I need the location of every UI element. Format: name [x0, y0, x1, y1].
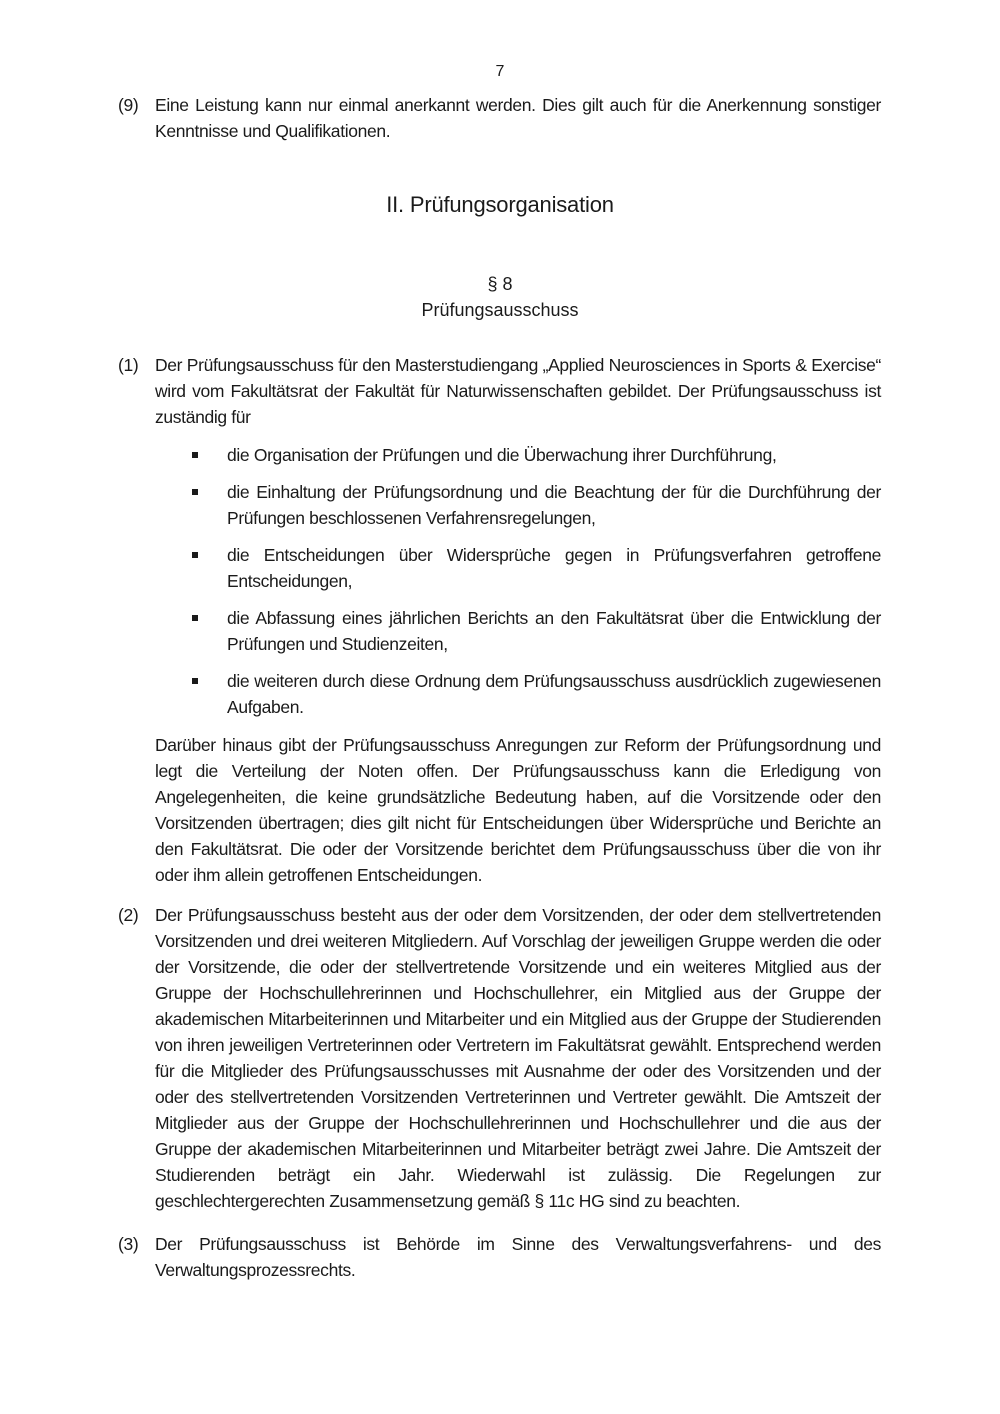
paragraph-1 [118, 352, 881, 430]
bullet-icon [192, 552, 198, 558]
bullet-icon [192, 615, 198, 621]
list-item [190, 442, 881, 468]
paragraph-text: Der Prüfungsausschuss ist Behörde im Sinne des Verwaltungsverfahrens- und des Verwaltungsprozessrechts. [155, 1234, 881, 1280]
bullet-icon [192, 489, 198, 495]
paragraph-text: Eine Leistung kann nur einmal anerkannt werden. Dies gilt auch für die Anerkennung sonstiger Kenntnisse und Qualifikationen. [155, 95, 881, 141]
paragraph-1-continuation: Darüber hinaus gibt der Prüfungsausschuss Anregungen zur Reform der Prüfungsordnung und legt die Verteilung der Noten offen. Der Prüfungsausschuss kann die Erledigung von Angelegenheiten, die keine grundsätzliche Bedeutung haben, auf die Vorsitzende oder den Vorsitzenden übertragen; dies gilt nicht für Entscheidungen über Widersprüche und Berichte an den Fakultätsrat. Die oder der Vorsitzende berichtet dem Prüfungsausschuss über die von ihr oder ihm allein getroffenen Entscheidungen. [155, 735, 881, 885]
section-title: II. Prüfungsorganisation [386, 192, 614, 217]
responsibilities-list [190, 442, 881, 731]
list-item [190, 542, 881, 594]
list-item-text: die Einhaltung der Prüfungsordnung und die Beachtung der für die Durchführung der Prüfungen beschlossenen Verfahrensregelungen, [227, 482, 881, 528]
list-item-text: die weiteren durch diese Ordnung dem Prüfungsausschuss ausdrücklich zugewiesenen Aufgaben. [227, 671, 881, 717]
paragraph-sign: § 8 [487, 274, 513, 294]
paragraph-3 [118, 1231, 881, 1283]
paragraph-number: (3) [118, 1234, 139, 1254]
list-item-text: die Entscheidungen über Widersprüche gegen in Prüfungsverfahren getroffene Entscheidungen, [227, 545, 881, 591]
list-item [190, 479, 881, 531]
list-item [190, 668, 881, 720]
list-item-text: die Abfassung eines jährlichen Berichts an den Fakultätsrat über die Entwicklung der Prüfungen und Studienzeiten, [227, 608, 881, 654]
paragraph-9 [118, 92, 881, 144]
paragraph-number: (9) [118, 95, 139, 115]
list-item-text: die Organisation der Prüfungen und die Überwachung ihrer Durchführung, [227, 445, 777, 465]
paragraph-2 [118, 902, 881, 1214]
paragraph-text: Der Prüfungsausschuss besteht aus der oder dem Vorsitzenden, der oder dem stellvertretenden Vorsitzenden und drei weiteren Mitgliedern. Auf Vorschlag der jeweiligen Gruppe werden die oder der Vorsitzende, die oder der stellvertretende Vorsitzende und ein weiteres Mitglied aus der Gruppe der Hochschullehrerinnen und Hochschullehrer, ein Mitglied aus der Gruppe der akademischen Mitarbeiterinnen und Mitarbeiter und ein Mitglied aus der Gruppe der Studierenden von ihren jeweiligen Vertreterinnen oder Vertretern im Fakultätsrat gewählt. Entsprechend werden für die Mitglieder des Prüfungsausschusses mit Ausnahme der oder des Vorsitzenden und der oder des stellvertretenden Vorsitzenden Vertreterinnen und Vertreter gewählt. Die Amtszeit der Mitglieder aus der Gruppe der Hochschullehrerinnen und Hochschullehrer und die aus der Gruppe der akademischen Mitarbeiterinnen und Mitarbeiter beträgt zwei Jahre. Die Amtszeit der Studierenden beträgt ein Jahr. Wiederwahl ist zulässig. Die Regelungen zur geschlechtergerechten Zusammensetzung gemäß § 11c HG sind zu beachten. [155, 905, 881, 1211]
list-item [190, 605, 881, 657]
bullet-icon [192, 678, 198, 684]
paragraph-text: Der Prüfungsausschuss für den Masterstudiengang „Applied Neurosciences in Sports & Exercise“ wird vom Fakultätsrat der Fakultät für Naturwissenschaften gebildet. Der Prüfungsausschuss ist zuständig für [155, 355, 881, 427]
bullet-icon [192, 452, 198, 458]
paragraph-number: (1) [118, 355, 139, 375]
page-number: 7 [495, 63, 505, 80]
paragraph-heading: Prüfungsausschuss [421, 300, 579, 320]
paragraph-number: (2) [118, 905, 139, 925]
